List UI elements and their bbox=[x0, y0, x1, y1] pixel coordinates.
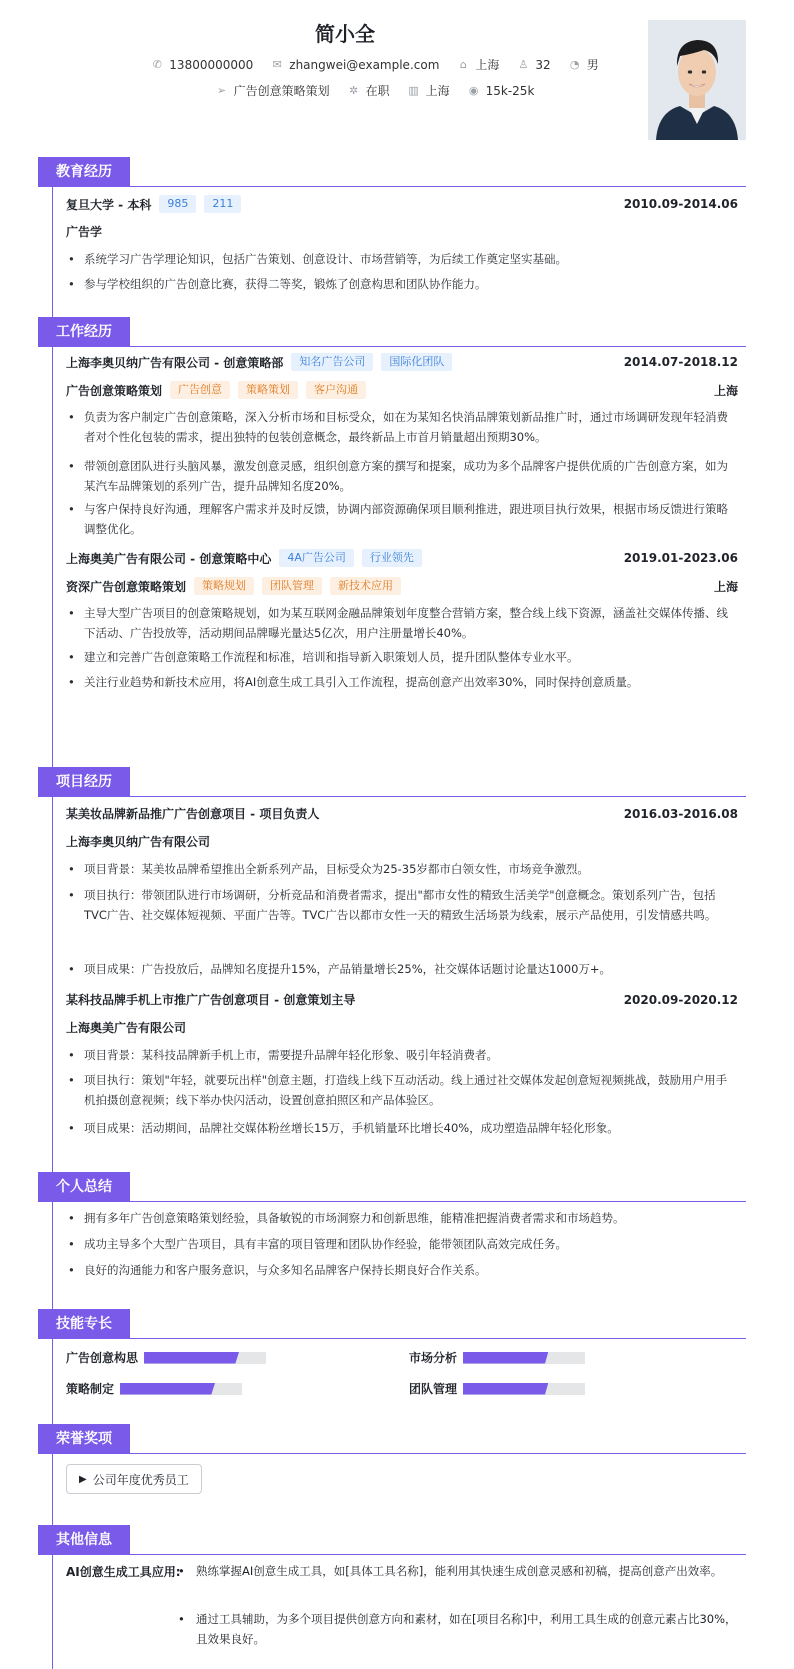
position-tag: 团队管理 bbox=[262, 577, 322, 595]
candidate-name: 简小全 bbox=[315, 22, 375, 46]
list-item: • 项目执行：带领团队进行市场调研，分析竞品和消费者需求，提出"都市女性的精致生活美学"创意概念。策划系列广告，包括TVC广告、社交媒体短视频、平面广告等。TVC广告以都市女性一天的精致生活场景为线索，展示产品使用，引发情感共鸣。 bbox=[66, 885, 738, 925]
company-tag: 行业领先 bbox=[362, 549, 422, 567]
section-title-work: 工作经历 bbox=[38, 317, 130, 347]
list-item: • 带领创意团队进行头脑风暴，激发创意灵感，组织创意方案的撰写和提案，成功为多个品牌客户提供优质的广告创意方案，如为某汽车品牌策划的系列广告，提升品牌知名度20%。 bbox=[66, 456, 738, 496]
skill-bar-fill bbox=[144, 1352, 239, 1364]
job-location: 上海 bbox=[713, 383, 738, 398]
summary-section bbox=[38, 1172, 746, 1292]
list-item: • 项目成果：活动期间，品牌社交媒体粉丝增长15万，手机销量环比增长40%，成功塑造品牌年轻化形象。 bbox=[66, 1118, 738, 1138]
job-period: 2014.07-2018.12 bbox=[623, 355, 738, 369]
phone: 13800000000 bbox=[169, 57, 254, 72]
education-period: 2010.09-2014.06 bbox=[623, 197, 738, 211]
company-name: 上海奥美广告有限公司 - 创意策略中心 bbox=[66, 551, 272, 566]
job-status: 在职 bbox=[365, 84, 390, 98]
position-tag: 广告创意 bbox=[170, 381, 230, 399]
project-company: 上海李奥贝纳广告有限公司 bbox=[66, 835, 211, 849]
skill-name: 市场分析 bbox=[409, 1351, 458, 1365]
work-section bbox=[38, 317, 746, 717]
position-tag: 策略策划 bbox=[238, 381, 298, 399]
skill-bar-fill bbox=[463, 1352, 548, 1364]
job-intent-row bbox=[60, 82, 690, 99]
profile-photo bbox=[648, 20, 746, 140]
project-name: 某美妆品牌新品推广广告创意项目 - 项目负责人 bbox=[66, 807, 320, 821]
gender-icon: ◔ bbox=[569, 57, 580, 71]
skill-item bbox=[66, 1380, 242, 1397]
company-tag: 国际化团队 bbox=[381, 353, 452, 371]
list-item: • 拥有多年广告创意策略策划经验，具备敏锐的市场洞察力和创新思维，能精准把握消费者需求和市场趋势。 bbox=[66, 1208, 738, 1228]
list-item: • 良好的沟通能力和客户服务意识，与众多知名品牌客户保持长期良好合作关系。 bbox=[66, 1260, 738, 1280]
company-name: 上海李奥贝纳广告有限公司 - 创意策略部 bbox=[66, 355, 284, 370]
company-tag: 知名广告公司 bbox=[291, 353, 373, 371]
building-icon: ▥ bbox=[408, 83, 419, 97]
list-item: • 项目执行：策划"年轻，就要玩出样"创意主题，打造线上线下互动活动。线上通过社交媒体发起创意短视频挑战，鼓励用户用手机拍摄创意视频；线下举办快闪活动，设置创意拍照区和产品体验区。 bbox=[66, 1070, 738, 1110]
skill-bar bbox=[120, 1383, 242, 1395]
project-name: 某科技品牌手机上市推广广告创意项目 - 创意策划主导 bbox=[66, 993, 356, 1007]
gender: 男 bbox=[586, 58, 599, 72]
project-period: 2020.09-2020.12 bbox=[623, 992, 738, 1007]
major: 广告学 bbox=[66, 225, 103, 239]
list-item: • 系统学习广告学理论知识，包括广告策划、创意设计、市场营销等，为后续工作奠定坚实基础。 bbox=[66, 249, 738, 269]
skills-section bbox=[38, 1309, 746, 1409]
status-icon: ✲ bbox=[348, 83, 359, 97]
age: 32 bbox=[535, 57, 551, 72]
job-location: 上海 bbox=[713, 579, 738, 594]
job-position: 资深广告创意策略策划 bbox=[66, 579, 187, 594]
profile-photo-image bbox=[648, 20, 746, 140]
skill-name: 策略制定 bbox=[66, 1382, 115, 1396]
education-section bbox=[38, 157, 746, 307]
honors-section bbox=[38, 1424, 746, 1504]
play-icon: ▶ bbox=[79, 1473, 87, 1485]
list-item: • 熟练掌握AI创意生成工具，如[具体工具名称]，能利用其快速生成创意灵感和初稿，提高创意产出效率。 bbox=[178, 1561, 738, 1581]
job-period: 2019.01-2023.06 bbox=[623, 551, 738, 565]
skill-bar-fill bbox=[120, 1383, 215, 1395]
list-item: • 主导大型广告项目的创意策略规划，如为某互联网金融品牌策划年度整合营销方案，整合线上线下资源，涵盖社交媒体传播、线下活动、广告投放等，活动期间品牌曝光量达5亿次，用户注册量增长40%。 bbox=[66, 603, 738, 643]
list-item: • 项目背景：某科技品牌新手机上市，需要提升品牌年轻化形象、吸引年轻消费者。 bbox=[66, 1045, 738, 1065]
other-label: AI创意生成工具应用: bbox=[66, 1565, 181, 1579]
list-item: • 参与学校组织的广告创意比赛，获得二等奖，锻炼了创意构思和团队协作能力。 bbox=[66, 274, 738, 294]
tag-985: 985 bbox=[159, 195, 196, 213]
job-position: 广告创意策略策划 bbox=[66, 383, 163, 398]
list-item: • 与客户保持良好沟通，理解客户需求并及时反馈，协调内部资源确保项目顺利推进，跟进项目执行效果，根据市场反馈进行策略调整优化。 bbox=[66, 499, 738, 539]
award-item[interactable] bbox=[66, 1464, 202, 1494]
skill-bar bbox=[144, 1352, 266, 1364]
company-tag: 4A广告公司 bbox=[279, 549, 354, 567]
position-tag: 策略规划 bbox=[194, 577, 254, 595]
position-tag: 新技术应用 bbox=[330, 577, 401, 595]
section-title-skills: 技能专长 bbox=[38, 1309, 130, 1339]
list-item: • 项目成果：广告投放后，品牌知名度提升15%，产品销量增长25%，社交媒体话题讨论量达1000万+。 bbox=[66, 959, 738, 979]
school: 复旦大学 - 本科 bbox=[66, 197, 152, 212]
skill-bar bbox=[463, 1383, 585, 1395]
basic-info-row bbox=[60, 56, 690, 73]
email: zhangwei@example.com bbox=[289, 57, 440, 72]
project-company: 上海奥美广告有限公司 bbox=[66, 1021, 187, 1035]
target-job: 广告创意策略策划 bbox=[233, 84, 330, 98]
other-section bbox=[38, 1525, 746, 1665]
age-icon: ♙ bbox=[518, 57, 529, 71]
salary-icon: ◉ bbox=[468, 83, 479, 97]
section-title-other: 其他信息 bbox=[38, 1525, 130, 1555]
list-item: • 成功主导多个大型广告项目，具有丰富的项目管理和团队协作经验，能带领团队高效完成任务。 bbox=[66, 1234, 738, 1254]
list-item: • 通过工具辅助，为多个项目提供创意方向和素材，如在[项目名称]中，利用工具生成的创意元素占比30%，且效果良好。 bbox=[178, 1609, 738, 1649]
skill-name: 广告创意构思 bbox=[66, 1351, 139, 1365]
list-item: • 负责为客户制定广告创意策略，深入分析市场和目标受众，如在为某知名快消品牌策划新品推广时，通过市场调研发现年轻消费者对个性化包装的需求，提出独特的包装创意概念，最终新品上市首月销量超出预期30%。 bbox=[66, 407, 738, 447]
phone-icon: ✆ bbox=[152, 57, 162, 71]
section-title-summary: 个人总结 bbox=[38, 1172, 130, 1202]
skill-name: 团队管理 bbox=[409, 1382, 458, 1396]
tag-211: 211 bbox=[204, 195, 241, 213]
skill-bar bbox=[463, 1352, 585, 1364]
position-tag: 客户沟通 bbox=[306, 381, 366, 399]
skill-bar-fill bbox=[463, 1383, 548, 1395]
home-icon: ⌂ bbox=[459, 57, 467, 71]
list-item: • 项目背景：某美妆品牌希望推出全新系列产品，目标受众为25-35岁都市白领女性，市场竞争激烈。 bbox=[66, 859, 738, 879]
section-title-education: 教育经历 bbox=[38, 157, 130, 187]
send-icon: ➢ bbox=[216, 83, 227, 97]
salary: 15k-25k bbox=[485, 83, 535, 98]
project-period: 2016.03-2016.08 bbox=[623, 806, 738, 821]
list-item: • 建立和完善广告创意策略工作流程和标准，培训和指导新入职策划人员，提升团队整体专业水平。 bbox=[66, 647, 738, 667]
project-section bbox=[38, 767, 746, 1147]
mail-icon: ✉ bbox=[272, 57, 282, 71]
award-name: 公司年度优秀员工 bbox=[92, 1472, 189, 1487]
target-city: 上海 bbox=[425, 84, 450, 98]
city: 上海 bbox=[475, 58, 500, 72]
skill-item bbox=[66, 1349, 266, 1366]
section-title-honors: 荣誉奖项 bbox=[38, 1424, 130, 1454]
skill-item bbox=[409, 1380, 585, 1397]
list-item: • 关注行业趋势和新技术应用，将AI创意生成工具引入工作流程，提高创意产出效率30%，同时保持创意质量。 bbox=[66, 672, 738, 692]
section-title-projects: 项目经历 bbox=[38, 767, 130, 797]
skill-item bbox=[409, 1349, 585, 1366]
